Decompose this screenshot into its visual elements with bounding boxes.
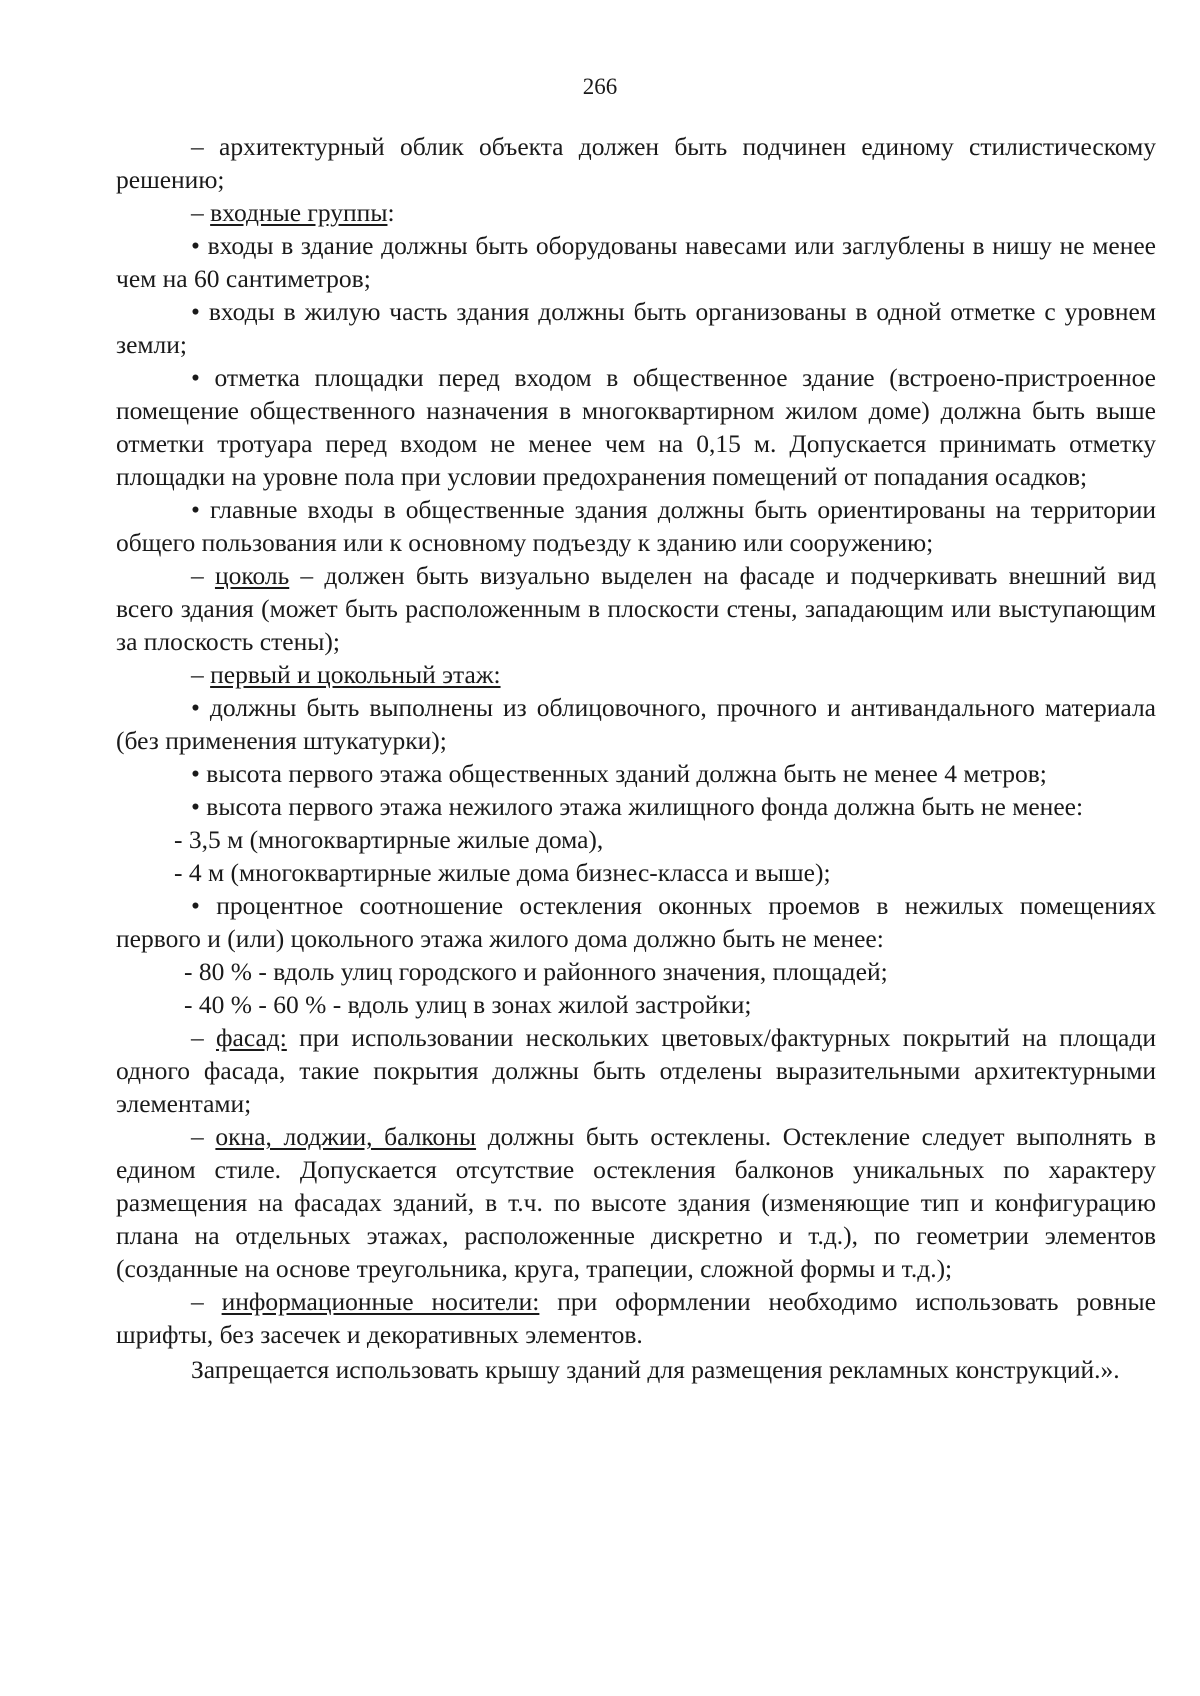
page-number: 266 <box>582 74 618 99</box>
term-facade: фасад: <box>215 1023 287 1052</box>
paragraph-facade <box>116 1021 1156 1120</box>
dash: – <box>191 660 211 689</box>
paragraph-info-carriers <box>116 1285 1156 1351</box>
bullet-entrances-canopies: • входы в здание должны быть оборудованы навесами или заглублены в нишу не менее чем на 60 сантиметров; <box>116 231 1156 293</box>
paragraph-text: – должен быть визуально выделен на фасаде и подчеркивать внешний вид всего здания (может быть расположенным в плоскости стены, западающим или выступающим за плоскость стены); <box>116 561 1157 656</box>
sub-item-glazing-residential: - 40 % - 60 % - вдоль улиц в зонах жилой застройки; <box>184 990 752 1019</box>
sub-item-height-apartments: - 3,5 м (многоквартирные жилые дома), <box>174 825 604 854</box>
bullet-glazing-ratio: • процентное соотношение остекления оконных проемов в нежилых помещениях первого и (или) цокольного этажа жилого дома должно быть не менее: <box>116 891 1156 953</box>
paragraph-text: при использовании нескольких цветовых/фактурных покрытий на площади одного фасада, такие покрытия должны быть отделены выразительными архитектурными элементами; <box>116 1023 1156 1118</box>
document-body <box>116 130 1156 1386</box>
bullet-public-height: • высота первого этажа общественных зданий должна быть не менее 4 метров; <box>191 759 1047 788</box>
paragraph-text: должны быть остеклены. Остекление следует выполнять в едином стиле. Допускается отсутствие остекления балконов уникальных по характеру размещения на фасадах зданий, в т.ч. по высоте здания (изменяющие тип и конфигурацию плана на отдельных этажах, расположенные дискретно и т.д.), по геометрии элементов (созданные на основе треугольника, круга, трапеции, сложной формы и т.д.); <box>116 1122 1157 1283</box>
paragraph-text: при оформлении необходимо использовать ровные шрифты, без засечек и декоративных элементов. <box>116 1287 1156 1349</box>
paragraph-architectural-appearance: – архитектурный облик объекта должен быть подчинен единому стилистическому решению; <box>116 132 1156 194</box>
dash: – <box>191 1287 222 1316</box>
term-info-carriers: информационные носители: <box>221 1287 540 1316</box>
paragraph-plinth <box>116 559 1156 658</box>
sub-item-glazing-streets: - 80 % - вдоль улиц городского и районного значения, площадей; <box>184 957 888 986</box>
paragraph-windows <box>116 1120 1156 1285</box>
paragraph-text: : <box>387 198 395 227</box>
term-first-floor: первый и цокольный этаж: <box>210 660 501 689</box>
dash: – <box>191 198 211 227</box>
dash: – <box>191 1023 216 1052</box>
paragraph-first-floor <box>116 658 1156 691</box>
paragraph-roof-prohibition: Запрещается использовать крышу зданий для размещения рекламных конструкций.». <box>191 1355 1120 1384</box>
paragraph-entrance-groups <box>116 196 1156 229</box>
sub-item-height-business: - 4 м (многоквартирные жилые дома бизнес-класса и выше); <box>174 858 831 887</box>
bullet-entrances-residential: • входы в жилую часть здания должны быть организованы в одной отметке с уровнем земли; <box>116 297 1156 359</box>
bullet-main-entrances: • главные входы в общественные здания должны быть ориентированы на территории общего пользования или к основному подъезду к зданию или сооружению; <box>116 495 1156 557</box>
term-entrance-groups: входные группы <box>210 198 388 227</box>
bullet-facing-material: • должны быть выполнены из облицовочного, прочного и антивандального материала (без применения штукатурки); <box>116 693 1156 755</box>
term-plinth: цоколь <box>214 561 290 590</box>
dash: – <box>191 561 215 590</box>
term-windows: окна, лоджии, балконы <box>215 1122 477 1151</box>
bullet-nonresidential-height: • высота первого этажа нежилого этажа жилищного фонда должна быть не менее: <box>191 792 1084 821</box>
dash: – <box>191 1122 216 1151</box>
bullet-platform-level: • отметка площадки перед входом в общественное здание (встроено-пристроенное помещение общественного назначения в многоквартирном жилом доме) должна быть выше отметки тротуара перед входом не менее чем на 0,15 м. Допускается принимать отметку площадки на уровне пола при условии предохранения помещений от попадания осадков; <box>116 363 1156 491</box>
